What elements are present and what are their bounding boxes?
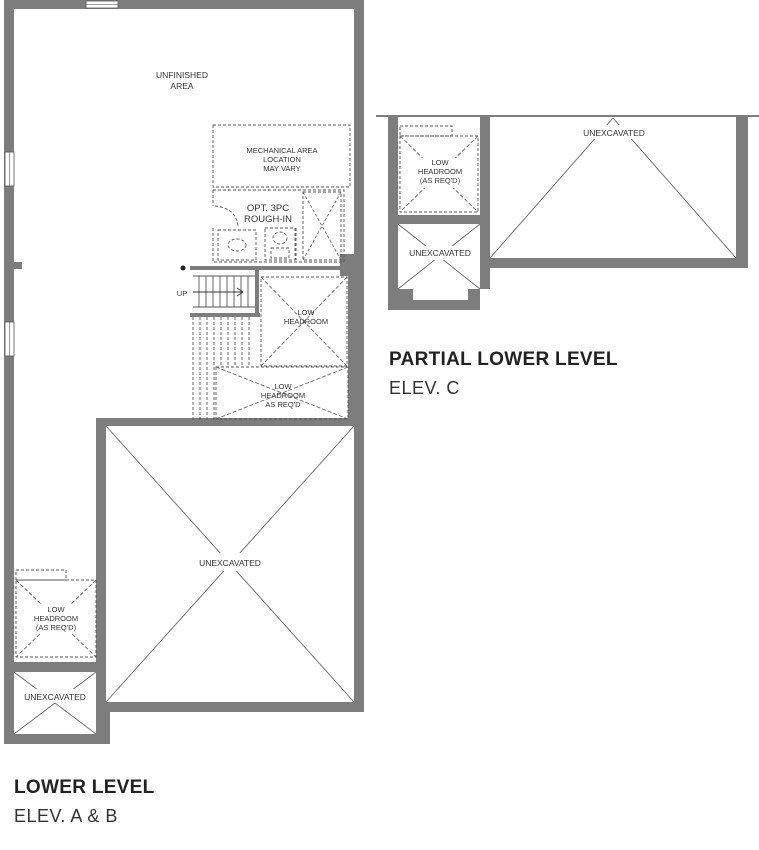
stairs: [193, 276, 255, 420]
optional-rough-in-bath: [213, 190, 344, 262]
partial-low-headroom-label-2: HEADROOM: [417, 167, 463, 176]
partial-low-headroom-label-3: (AS REQ'D): [419, 176, 461, 185]
stair-wall: [190, 266, 340, 270]
unexcavated-label-main: UNEXCAVATED: [199, 558, 261, 568]
stair-wall: [255, 270, 259, 317]
mechanical-area-label-2: LOCATION: [263, 155, 301, 164]
unfinished-area-label-2: AREA: [170, 81, 194, 91]
low-headroom-asreqd-label-3: AS REQ'D: [265, 400, 301, 409]
mechanical-area-label-1: MECHANICAL AREA: [246, 146, 318, 155]
lower-level-plan: [4, 0, 364, 744]
low-headroom-asreqd-label-1: LOW: [274, 382, 292, 391]
partial-unexcavated-label-small: UNEXCAVATED: [409, 248, 471, 258]
low-headroom-asreqd-label-2: HEADROOM: [260, 391, 306, 400]
low-headroom-label-2: HEADROOM: [283, 317, 329, 326]
lower-level-subtitle: ELEV. A & B: [14, 806, 118, 826]
unfinished-area-label-1: UNFINISHED: [156, 70, 208, 80]
low-headroom-bottom-label-2: HEADROOM: [33, 614, 79, 623]
stair-wall: [190, 313, 260, 317]
partial-lower-level-title: PARTIAL LOWER LEVEL: [389, 349, 618, 370]
up-label: UP: [176, 289, 188, 298]
mechanical-area-label-3: MAY VARY: [263, 164, 301, 173]
post-marker: [181, 266, 186, 271]
partial-unexcavated-label-main: UNEXCAVATED: [583, 128, 645, 138]
low-headroom-bottom-label-3: (AS REQ'D): [35, 623, 77, 632]
partial-lower-level-plan: [376, 116, 759, 310]
rough-in-label-1: OPT. 3PC: [246, 203, 290, 214]
low-headroom-label-1: LOW: [297, 308, 315, 317]
unexcavated-label-small: UNEXCAVATED: [24, 692, 86, 702]
partial-low-headroom-label-1: LOW: [431, 158, 449, 167]
lower-level-title: LOWER LEVEL: [14, 777, 155, 798]
rough-in-label-2: ROUGH-IN: [243, 214, 293, 225]
low-headroom-bottom-label-1: LOW: [47, 605, 65, 614]
partial-level-exterior-wall: [388, 116, 748, 310]
partial-lower-level-subtitle: ELEV. C: [389, 378, 460, 398]
